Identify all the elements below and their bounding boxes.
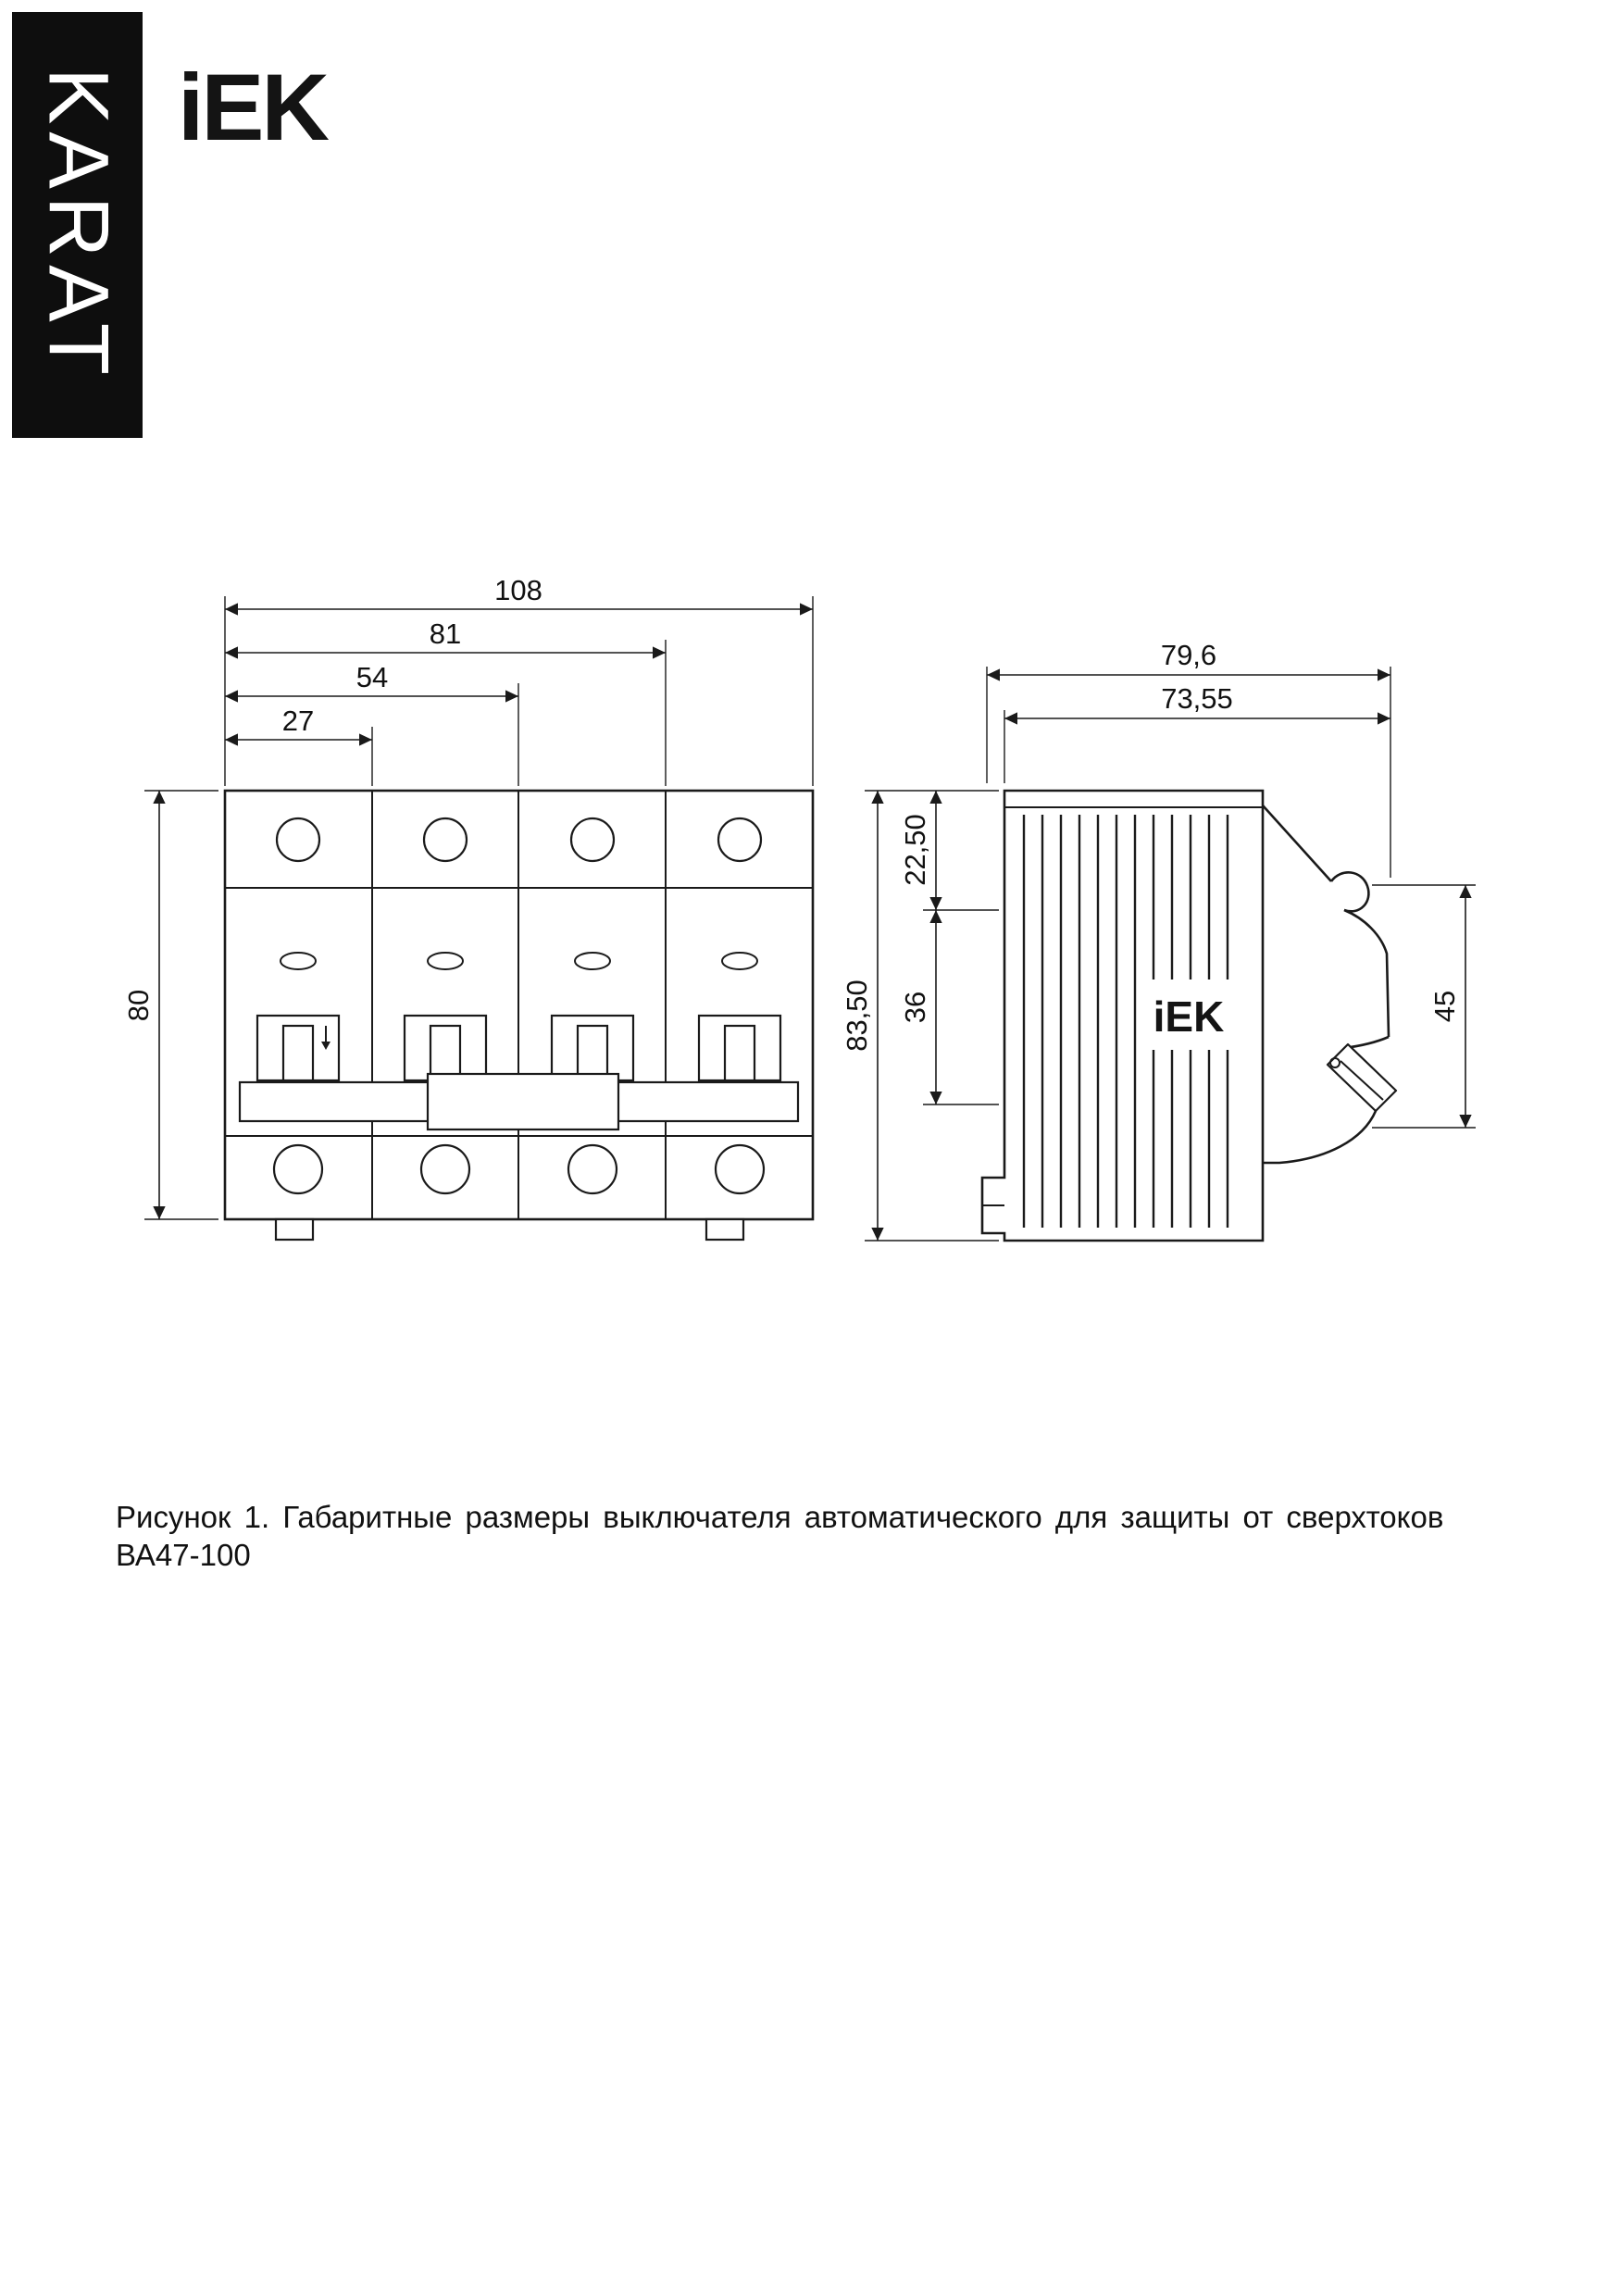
dim-width-27: 27 — [281, 705, 315, 737]
side-depth-dimensions — [987, 639, 1390, 878]
dim-width-81: 81 — [429, 618, 462, 650]
side-breaker-body — [982, 791, 1396, 1241]
karat-vertical-label: KARAT — [31, 68, 125, 382]
dim-front-height: 45 — [1428, 990, 1461, 1023]
dim-mid-offset: 36 — [899, 991, 931, 1024]
karat-banner — [12, 12, 143, 438]
dim-depth-body: 73,55 — [1161, 682, 1233, 715]
front-profile — [1263, 805, 1396, 1163]
iek-logo: iEK — [178, 55, 328, 160]
dim-depth-total: 79,6 — [1160, 639, 1217, 671]
mounting-feet — [276, 1219, 743, 1240]
dim-height-80: 80 — [122, 989, 155, 1022]
front-view — [122, 574, 813, 1240]
figure-caption: Рисунок 1. Габаритные размеры выключателя автоматического для защиты от сверхтоков ВА47-100 — [116, 1500, 1444, 1573]
dim-width-total: 108 — [494, 574, 542, 606]
front-height-dimension — [122, 791, 218, 1219]
side-height-dimensions — [841, 791, 999, 1241]
dimensional-drawing — [0, 518, 1621, 1315]
side-view — [841, 639, 1476, 1241]
dim-width-54: 54 — [355, 661, 389, 693]
toggle-lever — [1328, 1044, 1396, 1111]
tie-bar-center-plate — [428, 1074, 618, 1129]
front-extension-lines — [225, 596, 813, 786]
side-iek-logo: iEK — [1153, 992, 1225, 1041]
front-breaker-body — [225, 791, 813, 1240]
dim-top-offset: 22,50 — [899, 814, 931, 886]
dim-height-total: 83,50 — [841, 980, 873, 1052]
